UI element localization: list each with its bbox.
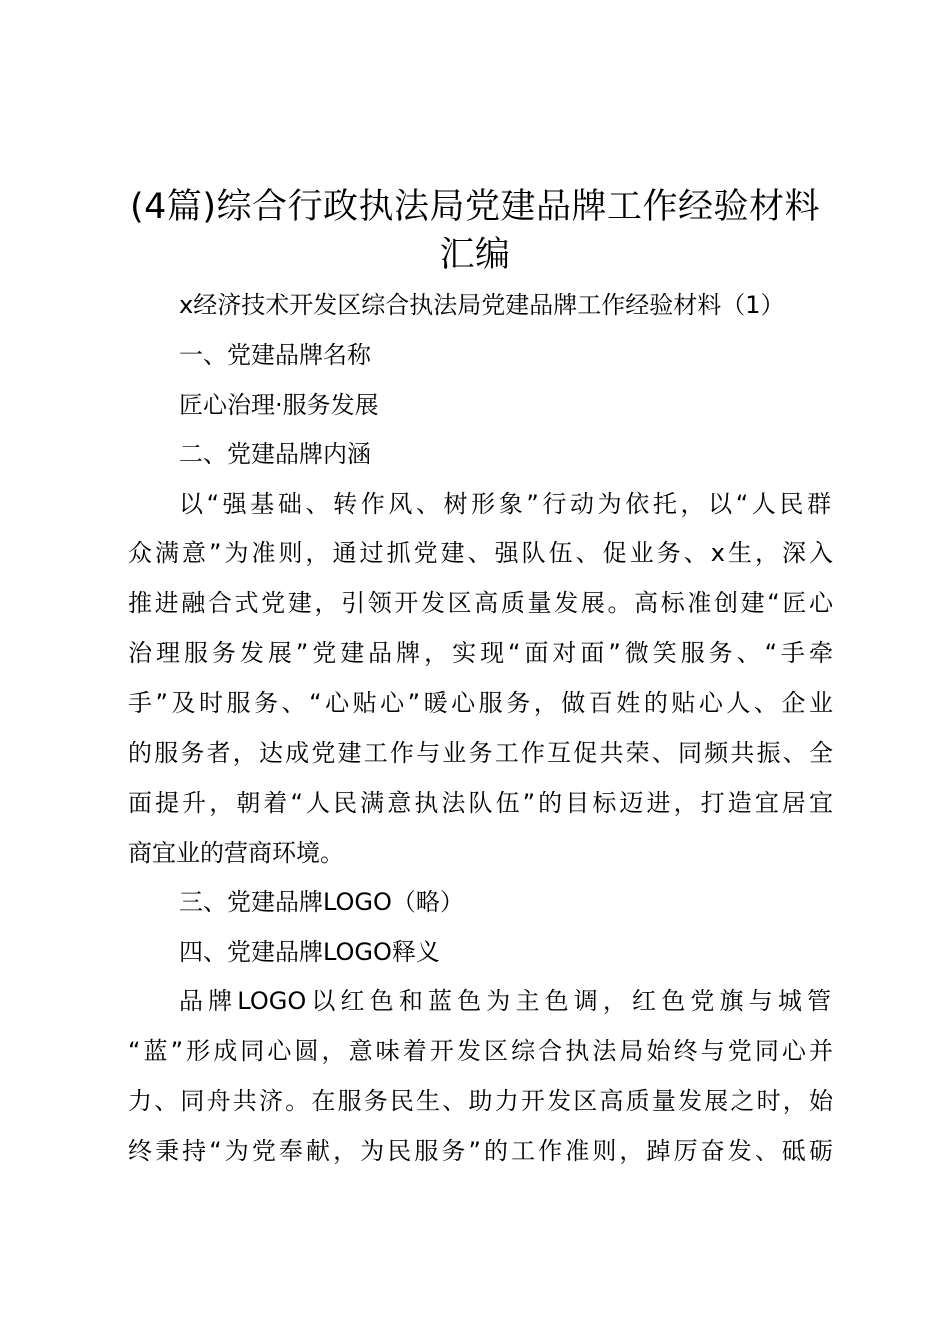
document-title-line-2: 汇编 <box>439 235 511 275</box>
paragraph-1-line: 商宜业的营商环境。 <box>128 839 344 867</box>
document-subtitle: x经济技术开发区综合执法局党建品牌工作经验材料（1） <box>179 291 785 319</box>
paragraph-1-line: 治理服务发展”党建品牌，实现“面对面”微笑服务、“手牵 <box>128 639 833 667</box>
section-heading-2: 二、党建品牌内涵 <box>179 440 371 468</box>
paragraph-2-line: “蓝”形成同心圆，意味着开发区综合执法局始终与党同心并 <box>128 1037 833 1065</box>
section-heading-1: 一、党建品牌名称 <box>179 341 371 369</box>
paragraph-2-line: 终秉持“为党奉献，为民服务”的工作准则，踔厉奋发、砥砺 <box>128 1137 833 1165</box>
paragraph-1-line: 众满意”为准则，通过抓党建、强队伍、促业务、x生，深入 <box>128 539 833 567</box>
paragraph-1-line: 以“强基础、转作风、树形象”行动为依托，以“人民群 <box>179 490 831 518</box>
section-heading-3: 三、党建品牌LOGO（略） <box>179 888 464 916</box>
paragraph-1-line: 面提升，朝着“人民满意执法队伍”的目标迈进，打造宜居宜 <box>128 789 833 817</box>
paragraph-1-line: 的服务者，达成党建工作与业务工作互促共荣、同频共振、全 <box>128 739 833 767</box>
section-heading-4: 四、党建品牌LOGO释义 <box>179 938 440 966</box>
paragraph-1-line: 推进融合式党建，引领开发区高质量发展。高标准创建“匠心 <box>128 589 833 617</box>
paragraph-2-line: 品牌LOGO以红色和蓝色为主色调，红色党旗与城管 <box>179 987 831 1015</box>
brand-name-text: 匠心治理·服务发展 <box>179 391 379 419</box>
document-title-line-1: (4篇)综合行政执法局党建品牌工作经验材料 <box>129 187 821 227</box>
paragraph-1-line: 手”及时服务、“心贴心”暖心服务，做百姓的贴心人、企业 <box>128 689 833 717</box>
paragraph-2-line: 力、同舟共济。在服务民生、助力开发区高质量发展之时，始 <box>128 1087 833 1115</box>
